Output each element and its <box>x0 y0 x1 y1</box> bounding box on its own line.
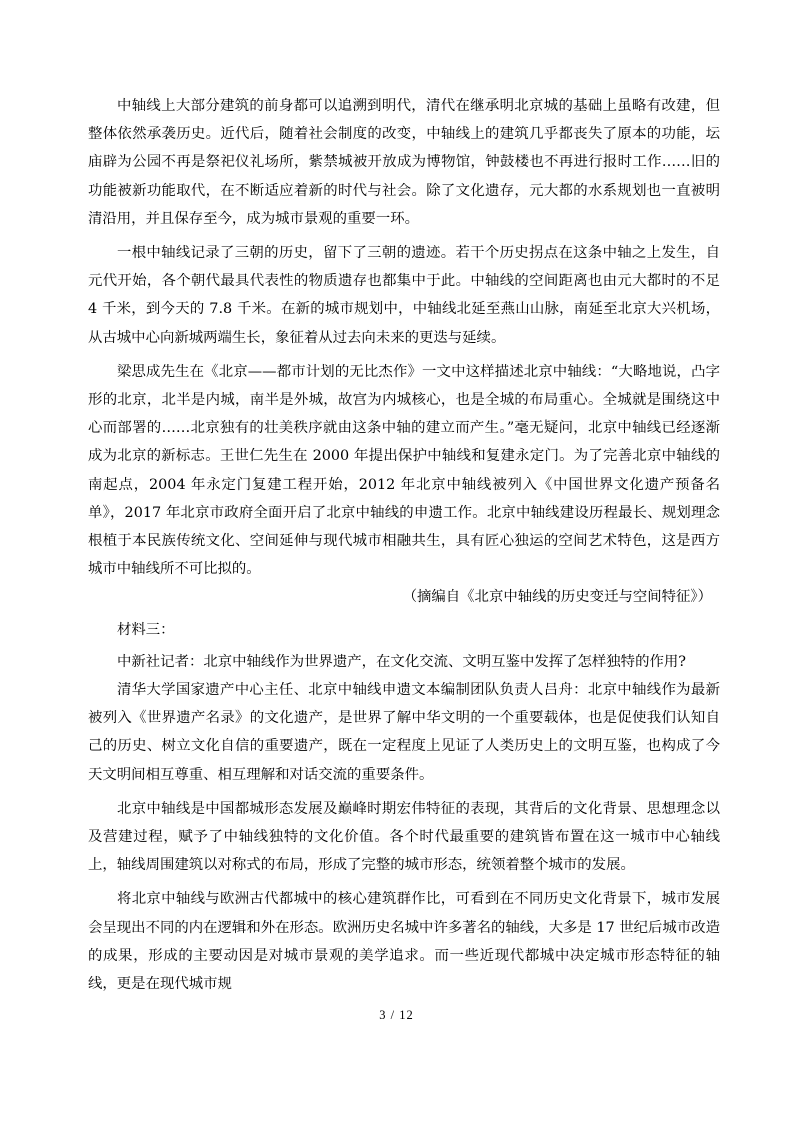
paragraph: 梁思成先生在《北京——都市计划的无比杰作》一文中这样描述北京中轴线：“大略地说，凸字形的北京，北半是内城，南半是外城，故宫为内城核心，也是全城的布局重心。全城就是围绕这中心而部署的……北京独有的壮美秩序就由这条中轴的建立而产生。”毫无疑问，北京中轴线已经逐渐成为北京的新标志。王世仁先生在 2000 年提出保护中轴线和复建永定门。为了完善北京中轴线的南起点，2004 年永定门复建工程开始，2012 年北京中轴线被列入《中国世界文化遗产预备名单》，2017 年北京市政府全面开启了北京中轴线的申遗工作。北京中轴线建设历程最长、规划理念根植于本民族传统文化、空间延伸与现代城市相融共生，具有匠心独运的空间艺术特色，这是西方城市中轴线所不可比拟的。 <box>88 363 720 578</box>
paragraph: 中轴线上大部分建筑的前身都可以追溯到明代，清代在继承明北京城的基础上虽略有改建，但整体依然承袭历史。近代后，随着社会制度的改变，中轴线上的建筑几乎都丧失了原本的功能，坛庙辟为公园不再是祭祀仪礼场所，紫禁城被开放成为博物馆，钟鼓楼也不再进行报时工作……旧的功能被新功能取代，在不断适应着新的时代与社会。除了文化遗存，元大都的水系规划也一直被明清沿用，并且保存至今，成为城市景观的重要一环。 <box>88 98 720 227</box>
source-citation: （摘编自《北京中轴线的历史变迁与空间特征》） <box>402 589 712 606</box>
document-body <box>88 92 720 1004</box>
interview-answer: 清华大学国家遗产中心主任、北京中轴线申遗文本编制团队负责人吕舟：北京中轴线作为最新被列入《世界遗产名录》的文化遗产，是世界了解中华文明的一个重要载体，也是促使我们认知自己的历史、树立文化自信的重要遗产，既在一定程度上见证了人类历史上的文明互鉴，也构成了今天文明间相互尊重、相互理解和对话交流的重要条件。 <box>88 682 720 783</box>
paragraph: 北京中轴线是中国都城形态发展及巅峰时期宏伟特征的表现，其背后的文化背景、思想理念以及营建过程，赋予了中轴线独特的文化价值。各个时代最重要的建筑皆布置在这一城市中心轴线上，轴线周围建筑以对称式的布局，形成了完整的城市形态，统领着整个城市的发展。 <box>88 800 720 874</box>
paragraph: 一根中轴线记录了三朝的历史，留下了三朝的遗迹。若干个历史拐点在这条中轴之上发生，自元代开始，各个朝代最具代表性的物质遗存也都集中于此。中轴线的空间距离也由元大都时的不足 4 千米，到今天的 7.8 千米。在新的城市规划中，中轴线北延至燕山山脉，南延至北京大兴机场，从古城中心向新城两端生长，象征着从过去向未来的更迭与延续。 <box>88 245 720 346</box>
material-heading: 材料三： <box>117 621 175 638</box>
interview-question: 中新社记者：北京中轴线作为世界遗产，在文化交流、文明互鉴中发挥了怎样独特的作用? <box>117 653 686 670</box>
paragraph: 将北京中轴线与欧洲古代都城中的核心建筑群作比，可看到在不同历史文化背景下，城市发展会呈现出不同的内在逻辑和外在形态。欧洲历史名城中许多著名的轴线，大多是 17 世纪后城市改造的成果，形成的主要动因是对城市景观的美学追求。而一些近现代都城中决定城市形态特征的轴线，更是在现代城市规 <box>88 891 720 993</box>
page-number: 3 / 12 <box>379 1008 414 1022</box>
